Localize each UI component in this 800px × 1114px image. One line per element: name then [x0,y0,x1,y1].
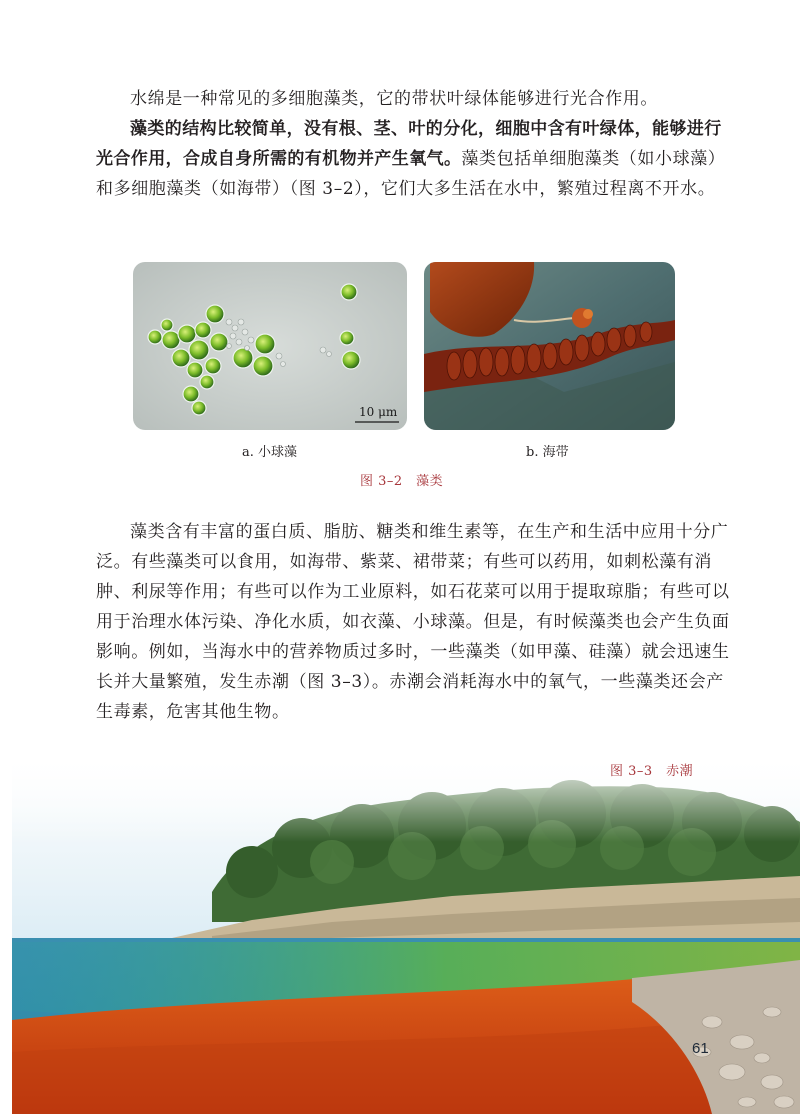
algae-definition-normal: 藻类包括单细胞藻类（如小球藻）和多细胞藻类（如海带）（图 3–2），它们大多生活在水中，繁殖过程离不开水。 [96,149,726,199]
red-tide-photo [12,752,800,1114]
page-number: 61 [692,1040,709,1057]
paragraph-spirogyra: 水绵是一种常见的多细胞藻类，它的带状叶绿体能够进行光合作用。 [130,89,658,109]
algae-definition-bold: 藻类的结构比较简单，没有根、茎、叶的分化，细胞中含有叶绿体，能够进行光合作用，合成自身所需的有机物并产生氧气。 [96,119,722,169]
paragraph-algae-definition [96,114,736,204]
chlorella-illustration [133,262,407,430]
chlorella-photo [133,262,407,430]
red-tide-illustration [12,752,800,1114]
caption-chlorella: a. 小球藻 [242,445,298,460]
kelp-photo [424,262,675,430]
paragraph-algae-uses: 藻类含有丰富的蛋白质、脂肪、糖类和维生素等，在生产和生活中应用十分广泛。有些藻类可以食用，如海带、紫菜、裙带菜；有些可以药用，如刺松藻有消肿、利尿等作用；有些可以作为工业原料，如石花菜可以用于提取琼脂；有些可以用于治理水体污染、净化水质，如衣藻、小球藻。但是，有时候藻类也会产生负面影响。例如，当海水中的营养物质过多时，一些藻类（如甲藻、硅藻）就会迅速生长并大量繁殖，发生赤潮（图 3–3）。赤潮会消耗海水中的氧气，一些藻类还会产生毒素，危害其他生物。 [96,522,730,722]
figure-3-2-caption: 图 3–2 藻类 [360,474,444,489]
scale-bar-label: 10 μm [359,405,398,419]
kelp-illustration [424,262,675,430]
figure-3-3-caption: 图 3–3 赤潮 [610,764,694,779]
caption-kelp: b. 海带 [526,445,569,460]
